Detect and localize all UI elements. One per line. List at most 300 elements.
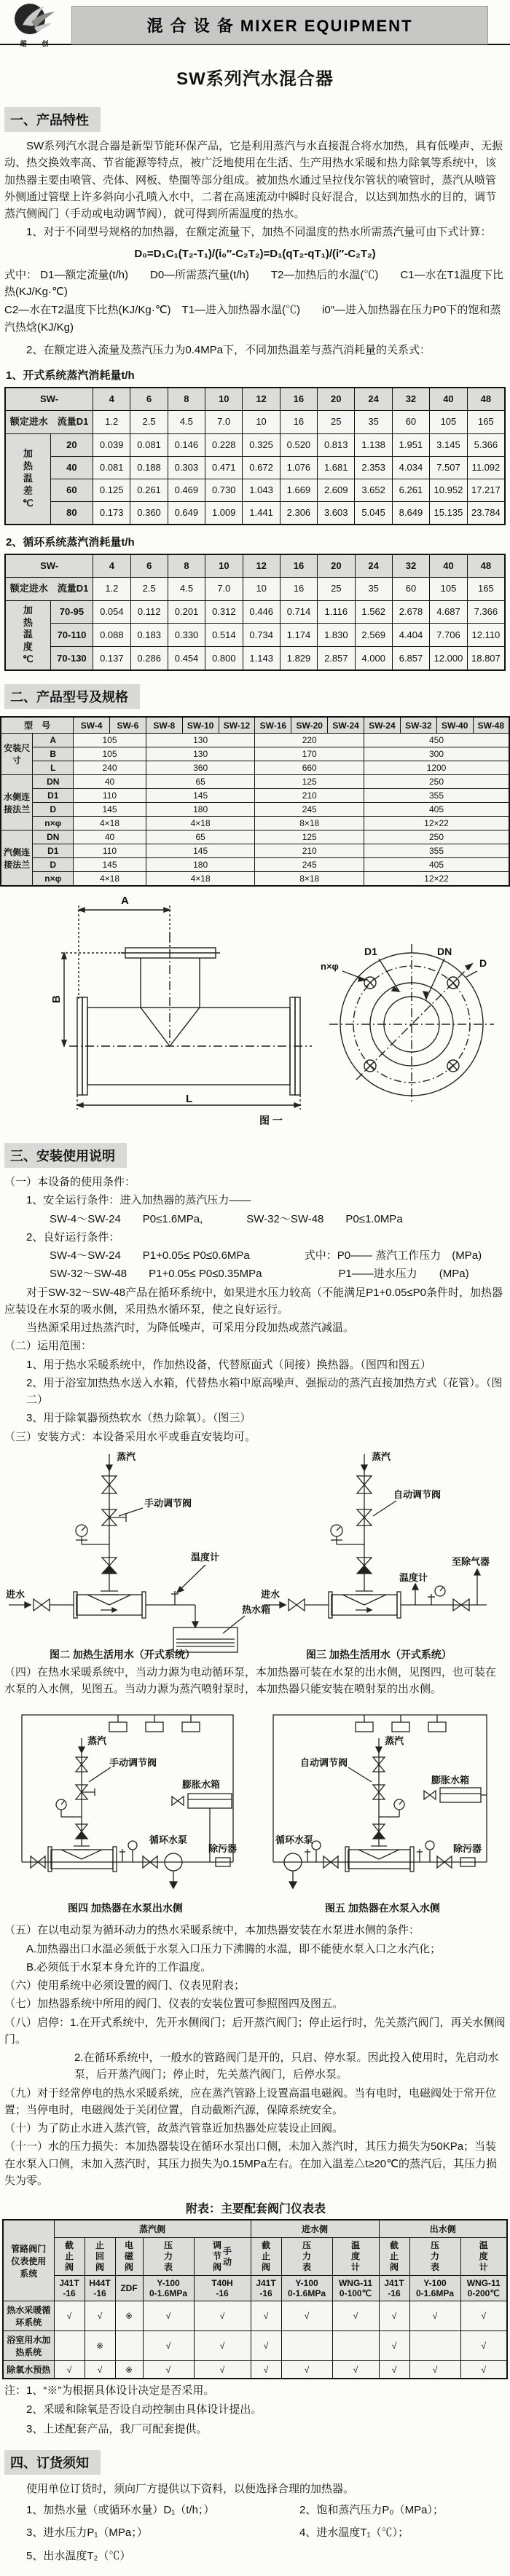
section3-heading: 三、安装使用说明 <box>4 1143 127 1168</box>
model-header-cell: 10 <box>205 388 243 411</box>
value-cell: 355 <box>364 844 509 858</box>
table-row <box>1 844 509 858</box>
table-row <box>1 803 509 817</box>
text-line: A.加热器出口水温必须低于水泵入口压力下沸腾的水温，即不能使水泵入口之水汽化； <box>26 1942 442 1955</box>
value-cell: 0.173 <box>93 501 130 525</box>
value-cell: 1.043 <box>243 479 280 501</box>
fig3-steam-label: 蒸汽 <box>372 1450 391 1462</box>
row-label-cell: D <box>33 803 74 817</box>
fig4-strainer-label: 除污器 <box>208 1843 238 1855</box>
value-cell: 4.000 <box>355 647 392 670</box>
value-cell: 0.201 <box>168 600 205 624</box>
mark-cell: √ <box>332 2301 379 2331</box>
flow-value-cell: 2.5 <box>130 411 168 433</box>
value-cell: 0.330 <box>168 624 205 647</box>
model-header-cell: 8 <box>168 388 205 411</box>
value-cell: 2.857 <box>318 647 355 670</box>
device-name-cell <box>194 2238 251 2276</box>
device-name: 压 力 表 <box>430 2240 439 2273</box>
value-cell: 0.146 <box>168 433 205 456</box>
device-model-cell: J41T -16 <box>379 2276 409 2301</box>
value-cell: 8.649 <box>392 501 429 525</box>
value-cell: 0.454 <box>168 647 205 670</box>
value-cell: 0.039 <box>93 433 130 456</box>
system-row <box>3 2361 507 2379</box>
value-cell: 0.813 <box>318 433 355 456</box>
value-cell: 0.312 <box>205 600 243 624</box>
value-cell: 145 <box>146 789 255 803</box>
section1-paragraph: SW系列汽水混合器是新型节能环保产品，它是利用蒸汽与水直接混合将水加热，具有低噪声、无振动、热交换效率高、节省能源等特点，被广泛地使用在生活、生产用热水采暖和热力除氧等系统中，该加热器主要由喷管、壳体、网板、垫圈等部分组成。被加热水通过呈拉伐尔管状的喷管时，蒸汽从喷管外侧通过管壁上许多斜向小孔喷入水中，二者在高速流动中瞬时良好混合，以达到加热水的目的，调节蒸汽侧阀门（手动或电动调节阀），就可得到所需温度的热水。 <box>4 140 503 220</box>
value-cell: 250 <box>364 830 509 844</box>
value-cell: 450 <box>364 734 509 747</box>
section2-heading: 二、产品型号及规格 <box>4 684 140 709</box>
value-cell: 0.469 <box>168 479 205 501</box>
device-name-cell <box>281 2238 332 2276</box>
system-row <box>3 2331 507 2361</box>
fig5-valve-label: 自动调节阀 <box>300 1757 348 1769</box>
fig1-d1-label: D1 <box>364 946 377 958</box>
figure4-figure5-schematics <box>0 1700 510 1919</box>
flow-value-cell: 60 <box>392 411 429 433</box>
mark-cell: √ <box>194 2331 251 2361</box>
valve-table-title: 附表：主要配套阀门仪表表 <box>185 2203 326 2216</box>
section4-heading: 四、订货须知 <box>4 2450 101 2475</box>
mark-cell: √ <box>251 2361 281 2379</box>
text-line: （六）使用系统中必须设置的阀门、仪表见附表； <box>4 1979 246 1992</box>
mark-cell: √ <box>379 2331 409 2361</box>
text-line: 2、用于浴室加热热水送入水箱，代替热水箱中原高噪声、强振动的蒸汽直接加热方式（花管）。（图二） <box>26 1376 503 1407</box>
device-name-cell <box>143 2238 194 2276</box>
table-row <box>1 775 509 789</box>
section1-item2: 2、在额定进入流量及蒸汽压力为0.4MPa下，不同加热温差与蒸汽消耗量的关系式： <box>26 343 431 356</box>
value-cell: 2.569 <box>355 624 392 647</box>
value-cell: 17.217 <box>467 479 505 501</box>
text-line: 注：1、“※”为根据具体设计决定是否采用。 <box>4 2384 215 2398</box>
mark-cell: √ <box>281 2301 332 2331</box>
text-line: 对于SW-32～SW-48产品在循环系统中，如果进水压力较高（不能满足P1+0.05≤P0条件时，加热器应装设在水泵的吸水侧，采用热水循环泵，使之良好运行。 <box>4 1286 503 1316</box>
model-header-cell: SW-8 <box>146 717 182 734</box>
text-line: （十一）水的压力损失：本加热器装设在循环水泵出口侧，未加入蒸汽时，其压力损失为50KPa；当装在水泵入口侧，未加入蒸汽时，其压力损失为0.15MPa左右。在加入温差△t≥20℃的蒸汽后，其压力损失为零。 <box>4 2140 497 2187</box>
value-cell: 4.687 <box>430 600 468 624</box>
row-label-cell: 70-95 <box>50 600 93 624</box>
value-cell: 0.081 <box>93 456 130 479</box>
flow-value-cell: 7.0 <box>205 578 243 600</box>
model-header-cell: 4 <box>93 554 130 578</box>
section1-heading: 一、产品特性 <box>4 107 101 132</box>
value-cell: 8×18 <box>255 817 364 830</box>
page-title: SW系列汽水混合器 <box>176 69 334 89</box>
mark-cell: ※ <box>115 2301 143 2331</box>
value-cell: 11.092 <box>467 456 505 479</box>
value-cell: 355 <box>364 789 509 803</box>
fig4-valve-label: 手动调节阀 <box>109 1757 157 1769</box>
value-cell: 105 <box>74 734 146 747</box>
side-group-header: 出水侧 <box>379 2220 507 2238</box>
model-header-cell: 12 <box>243 554 280 578</box>
mark-cell: √ <box>460 2301 507 2331</box>
value-cell: 250 <box>364 775 509 789</box>
device-model-cell: H44T -16 <box>85 2276 115 2301</box>
value-cell: 1.143 <box>243 647 280 670</box>
mark-cell: √ <box>379 2301 409 2331</box>
fig3-deaerator-label: 至除气器 <box>452 1555 490 1567</box>
device-name: 止 回 阀 <box>95 2240 104 2273</box>
value-cell: 4×18 <box>146 872 255 887</box>
table1-title: 1、开式系统蒸汽消耗量t/h <box>6 369 135 382</box>
value-cell: 18.807 <box>467 647 505 670</box>
value-cell: 2.306 <box>280 501 317 525</box>
value-cell: 240 <box>74 761 146 775</box>
value-cell: 15.135 <box>430 501 468 525</box>
circulation-system-consumption-table <box>4 554 506 671</box>
usage-conditions-text <box>0 1174 510 1445</box>
device-name: 截 止 阀 <box>389 2240 399 2273</box>
value-cell: 1.562 <box>355 600 392 624</box>
order-item: 3、进水压力P₁（MPa；） <box>26 2526 148 2540</box>
fig2-tank-label: 热水箱 <box>242 1603 271 1615</box>
text-line: （十）为了防止水进入蒸汽管，故蒸汽管靠近加热器处应装设止回阀。 <box>4 2122 344 2135</box>
value-cell: 3.145 <box>430 433 468 456</box>
flow-value-cell: 4.5 <box>168 578 205 600</box>
text-line: 3、上述配套产品，我厂可配套提供。 <box>26 2422 208 2435</box>
group-label-cell: 水侧连接法兰 <box>1 775 33 830</box>
text-line: （二）运用范围： <box>4 1340 93 1353</box>
device-name: 压 力 表 <box>163 2240 173 2273</box>
row-label-cell: D1 <box>33 789 74 803</box>
value-cell: 0.446 <box>243 600 280 624</box>
mark-cell: √ <box>85 2361 115 2379</box>
fig4-caption: 图四 加热器在水泵出水侧 <box>68 1902 183 1915</box>
device-model-cell: WNG-11 0-100℃ <box>332 2276 379 2301</box>
table-row <box>5 433 505 456</box>
mark-cell: √ <box>379 2361 409 2379</box>
mark-cell: √ <box>143 2361 194 2379</box>
system-label-cell: 浴室用水加热系统 <box>3 2331 54 2361</box>
model-header-cell: 40 <box>430 388 468 411</box>
table-row <box>1 872 509 887</box>
value-cell: 0.714 <box>280 600 317 624</box>
device-model-cell: Y-100 0-1.6MPa <box>143 2276 194 2301</box>
table-row <box>1 761 509 775</box>
value-cell: 145 <box>146 844 255 858</box>
flow-value-cell: 35 <box>355 578 392 600</box>
mark-cell: √ <box>143 2301 194 2331</box>
model-header-cell: 4 <box>93 388 130 411</box>
fig5-steam-label: 蒸汽 <box>385 1735 404 1747</box>
value-cell: 4×18 <box>146 817 255 830</box>
value-cell: 300 <box>364 747 509 761</box>
valve-table-notes <box>0 2382 510 2438</box>
value-cell: 405 <box>364 803 509 817</box>
value-cell: 8×18 <box>255 872 364 887</box>
row-label-cell: 20 <box>50 433 93 456</box>
order-item: 1、加热水量（或循环水量）D₁（t/h；） <box>26 2504 215 2517</box>
system-row <box>3 2301 507 2331</box>
table-row <box>1 789 509 803</box>
value-cell: 1.116 <box>318 600 355 624</box>
fig1-nphi-label: n×φ <box>321 961 339 973</box>
model-header-cell: SW-48 <box>473 717 509 734</box>
device-name-cell <box>409 2238 460 2276</box>
group-label-cell: 汽侧连接法兰 <box>1 830 33 887</box>
value-cell: 1.174 <box>280 624 317 647</box>
value-cell: 170 <box>255 747 364 761</box>
flow-label-cell: 额定进水 流量D1 <box>5 411 93 433</box>
value-cell: 12×22 <box>364 872 509 887</box>
flow-value-cell: 105 <box>430 578 468 600</box>
order-item: 5、出水温度T₂（℃） <box>26 2549 131 2562</box>
value-cell: 1.951 <box>392 433 429 456</box>
mark-cell <box>281 2331 332 2361</box>
table-row <box>5 647 505 670</box>
value-cell: 0.112 <box>130 600 168 624</box>
text-line: 3、用于除氧器预热软水（热力除氧）。（图三） <box>26 1412 251 1425</box>
value-cell: 0.360 <box>130 501 168 525</box>
value-cell: 7.706 <box>430 624 468 647</box>
value-cell: 105 <box>74 747 146 761</box>
model-header-cell: 40 <box>430 554 468 578</box>
mark-cell: ※ <box>115 2361 143 2379</box>
table-corner: SW- <box>5 554 93 578</box>
model-spec-table <box>0 716 510 887</box>
fig5-strainer-label: 除污器 <box>453 1843 482 1855</box>
value-cell: 0.261 <box>130 479 168 501</box>
value-cell: 0.734 <box>243 624 280 647</box>
flow-value-cell: 35 <box>355 411 392 433</box>
device-model-cell: T40H -16 <box>194 2276 251 2301</box>
system-label-cell: 除氧水预热 <box>3 2361 54 2379</box>
value-cell: 7.507 <box>430 456 468 479</box>
mark-cell: √ <box>409 2361 460 2379</box>
value-cell: 40 <box>74 775 146 789</box>
value-cell: 3.603 <box>318 501 355 525</box>
open-system-consumption-table <box>4 387 506 525</box>
model-header-cell: 24 <box>355 554 392 578</box>
value-cell: 10.952 <box>430 479 468 501</box>
value-cell: 0.125 <box>93 479 130 501</box>
mark-cell: √ <box>332 2361 379 2379</box>
value-cell: 12.000 <box>430 647 468 670</box>
device-model-cell: ZDF <box>115 2276 143 2301</box>
value-cell: 0.054 <box>93 600 130 624</box>
flow-value-cell: 10 <box>243 578 280 600</box>
mark-cell <box>115 2331 143 2361</box>
model-header-cell: 6 <box>130 388 168 411</box>
section1-item1: 1、对于不同型号规格的加热器，在额定流量下，加热不同温度的热水所需蒸汽量可由下式计算： <box>26 226 492 239</box>
text-line: SW-4～SW-24 P1+0.05≤ P0≤0.6MPa 式中：P0—— 蒸汽工作压力 (MPa) <box>50 1249 482 1263</box>
device-name-cell <box>115 2238 143 2276</box>
model-header-cell: 16 <box>280 554 317 578</box>
value-cell: 245 <box>255 858 364 872</box>
value-cell: 65 <box>146 830 255 844</box>
fig5-pump-label: 循环水泵 <box>275 1834 314 1846</box>
fig2-inlet-label: 进水 <box>6 1588 26 1600</box>
mark-cell: √ <box>194 2361 251 2379</box>
flow-value-cell: 4.5 <box>168 411 205 433</box>
value-cell: 1200 <box>364 761 509 775</box>
text-line: （一）本设备的使用条件： <box>4 1176 136 1189</box>
device-name: 调 节 阀 <box>212 2240 221 2273</box>
value-cell: 12.110 <box>467 624 505 647</box>
model-header-cell: SW-24 <box>328 717 364 734</box>
value-cell: 145 <box>74 803 146 817</box>
device-name-cell <box>251 2238 281 2276</box>
text-line: B.必须低于水泵本身允许的工作温度。 <box>26 1960 212 1974</box>
mark-cell: √ <box>251 2301 281 2331</box>
mark-cell <box>54 2331 85 2361</box>
model-header-cell: SW-40 <box>436 717 473 734</box>
fig3-thermometer-label: 温度计 <box>399 1571 428 1583</box>
value-cell: 7.366 <box>467 600 505 624</box>
flow-value-cell: 10 <box>243 411 280 433</box>
device-name: 温 度 计 <box>350 2240 360 2273</box>
model-header-cell: 48 <box>467 388 505 411</box>
fig5-caption: 图五 加热器在水泵入水侧 <box>325 1902 440 1915</box>
row-label-cell: DN <box>33 830 74 844</box>
mark-cell: √ <box>281 2361 332 2379</box>
device-name: 电 磁 阀 <box>124 2240 133 2273</box>
value-cell: 180 <box>146 803 255 817</box>
value-cell: 2.353 <box>355 456 392 479</box>
mark-cell: √ <box>85 2301 115 2331</box>
text-line: （三）安装方式：本设备采用水平或垂直安装均可。 <box>4 1430 256 1443</box>
flow-value-cell: 1.2 <box>93 578 130 600</box>
model-header-cell: 8 <box>168 554 205 578</box>
logo-emblem-icon <box>12 3 60 36</box>
fig4-pump-label: 循环水泵 <box>149 1834 188 1846</box>
fig3-caption: 图三 加热生活用水（开式系统） <box>306 1648 452 1660</box>
table-row <box>5 456 505 479</box>
fig2-caption: 图二 加热生活用水（开式系统） <box>50 1648 195 1660</box>
figure1-dimension-drawing <box>0 890 510 1130</box>
device-model-cell: WNG-11 0-200℃ <box>460 2276 507 2301</box>
value-cell: 4×18 <box>74 817 146 830</box>
flow-value-cell: 60 <box>392 578 429 600</box>
value-cell: 4×18 <box>74 872 146 887</box>
flow-label-cell: 额定进水 流量D1 <box>5 578 93 600</box>
value-cell: 0.228 <box>205 433 243 456</box>
value-cell: 1.669 <box>280 479 317 501</box>
row-label-cell: D <box>33 858 74 872</box>
value-cell: 4.034 <box>392 456 429 479</box>
flow-value-cell: 7.0 <box>205 411 243 433</box>
table-row <box>1 830 509 844</box>
row-label-cell: 70-130 <box>50 647 93 670</box>
mark-cell <box>332 2331 379 2361</box>
value-cell: 0.081 <box>130 433 168 456</box>
flow-value-cell: 165 <box>467 411 505 433</box>
value-cell: 130 <box>146 734 255 747</box>
mark-cell: √ <box>460 2361 507 2379</box>
mark-cell: √ <box>251 2331 281 2361</box>
value-cell: 0.514 <box>205 624 243 647</box>
device-name-cell <box>460 2238 507 2276</box>
table-row <box>1 747 509 761</box>
value-cell: 1.009 <box>205 501 243 525</box>
value-cell: 0.286 <box>130 647 168 670</box>
flow-value-cell: 25 <box>318 578 355 600</box>
table2-title: 2、循环系统蒸汽消耗量t/h <box>6 536 135 549</box>
device-model-cell: Y-100 0-1.6MPa <box>281 2276 332 2301</box>
fig2-steam-label: 蒸汽 <box>117 1450 136 1462</box>
device-name-cell <box>379 2238 409 2276</box>
value-cell: 0.303 <box>168 456 205 479</box>
value-cell: 1.829 <box>280 647 317 670</box>
value-cell: 0.649 <box>168 501 205 525</box>
value-cell: 6.261 <box>392 479 429 501</box>
value-cell: 65 <box>146 775 255 789</box>
value-cell: 245 <box>255 803 364 817</box>
fig1-dim-l-label: L <box>186 1093 193 1106</box>
fig3-valve-label: 自动调节阀 <box>393 1488 442 1500</box>
table-row <box>1 734 509 747</box>
flow-value-cell: 16 <box>280 578 317 600</box>
value-cell: 23.784 <box>467 501 505 525</box>
value-cell: 0.672 <box>243 456 280 479</box>
value-cell: 405 <box>364 858 509 872</box>
side-group-header: 进水侧 <box>251 2220 379 2238</box>
row-label-cell: B <box>33 747 74 761</box>
model-header-cell: 20 <box>318 388 355 411</box>
value-cell: 0.471 <box>205 456 243 479</box>
section3-para4: （四）在热水采暖系统中，当动力源为电动循环泵，本加热器可装在水泵的出水侧，见图四，也可装在水泵的入水侧，见图五。当动力源为蒸汽喷射泵时，本加热器只能安装在喷射泵的出水侧。 <box>4 1665 497 1696</box>
flow-value-cell: 1.2 <box>93 411 130 433</box>
fig1-dn-label: DN <box>437 946 452 958</box>
value-cell: 110 <box>74 844 146 858</box>
model-header-cell: SW-4 <box>74 717 110 734</box>
value-cell: 6.857 <box>392 647 429 670</box>
text-line: （八）启停：1.在开式系统中，先开水侧阀门；后开蒸汽阀门；停止运行时，先关蒸汽阀门，再关水侧阀门。 <box>4 2016 506 2046</box>
table-row <box>5 501 505 525</box>
fig5-tank-label: 膨胀水箱 <box>431 1775 470 1786</box>
flow-value-cell: 2.5 <box>130 578 168 600</box>
figure2-figure3-schematics <box>0 1448 510 1661</box>
value-cell: 110 <box>74 789 146 803</box>
order-item: 2、饱和蒸汽压力P₀（MPa）； <box>299 2504 444 2517</box>
header-title-bar: 混 合 设 备 MIXER EQUIPMENT <box>71 6 488 44</box>
company-logo <box>3 3 70 48</box>
row-label-cell: D1 <box>33 844 74 858</box>
fig2-valve-label: 手动调节阀 <box>144 1497 192 1509</box>
model-header-cell: SW-32 <box>400 717 436 734</box>
formula-legend-1: 式中： D1—额定流量(t/h) D0—所需蒸汽量(t/h) T2—加热后的水温(℃) C1—水在T1温度下比热(KJ/Kg·℃) <box>4 268 504 298</box>
row-label-cell: L <box>33 761 74 775</box>
mark-cell: √ <box>460 2331 507 2361</box>
row-label-cell: n×φ <box>33 872 74 887</box>
operation-notes-text <box>0 1922 510 2189</box>
text-line: （七）加热器系统中所用的阀门、仪表的安装位置可参照图四及图五。 <box>4 1998 344 2011</box>
logo-text: 超 创 <box>20 40 53 47</box>
text-line: （五）在以电动泵为循环动力的热水采暖系统中，本加热器安装在水泵进水侧的条件： <box>4 1924 420 1937</box>
text-line: 1、用于热水采暖系统中，作加热设备，代替原面式（间接）换热器。（图四和图五） <box>26 1358 431 1371</box>
fig1-dim-a-label: A <box>121 895 129 908</box>
device-name-cell <box>54 2238 85 2276</box>
model-header-cell: 12 <box>243 388 280 411</box>
value-cell: 180 <box>146 858 255 872</box>
flow-value-cell: 16 <box>280 411 317 433</box>
model-header-cell: SW-20 <box>291 717 328 734</box>
mark-cell: √ <box>194 2301 251 2331</box>
table-corner: 管路阀门 仪表使用 系统 <box>3 2220 54 2301</box>
device-name: 温 度 计 <box>479 2240 488 2273</box>
text-line: SW-4～SW-24 P0≤1.6MPa, SW-32～SW-48 P0≤1.0MPa <box>50 1212 403 1225</box>
text-line: 2、采暖和除氧是否设自动控制由具体设计提出。 <box>26 2403 262 2416</box>
text-line: 2、良好运行条件： <box>26 1230 120 1244</box>
value-cell: 0.325 <box>243 433 280 456</box>
value-cell: 0.137 <box>93 647 130 670</box>
value-cell: 0.188 <box>130 456 168 479</box>
model-header-cell: 10 <box>205 554 243 578</box>
